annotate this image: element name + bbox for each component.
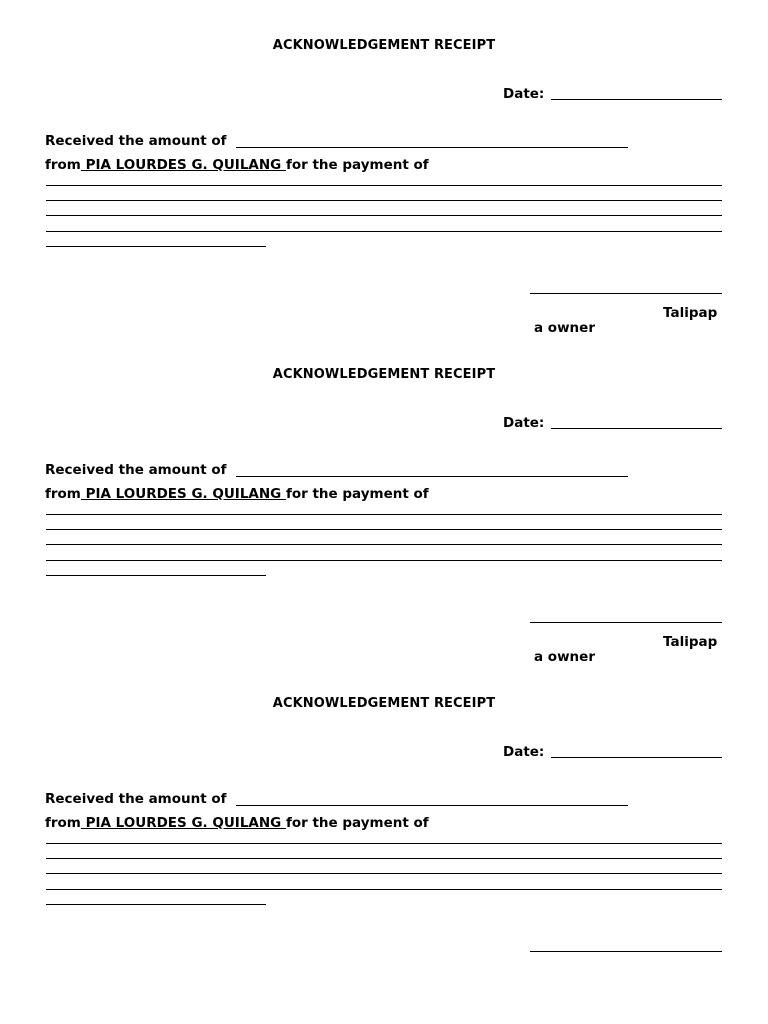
payment-blank-line[interactable]: [46, 200, 722, 201]
signature-line[interactable]: [530, 293, 722, 294]
signatory-name-1: Talipap: [663, 634, 718, 650]
from-label: from: [45, 157, 81, 173]
date-label: Date:: [503, 86, 545, 102]
amount-blank-line[interactable]: [236, 805, 628, 806]
receipt-title: ACKNOWLEDGEMENT RECEIPT: [272, 38, 496, 53]
date-blank-line[interactable]: [551, 757, 722, 758]
payer-name: PIA LOURDES G. QUILANG: [80, 486, 286, 502]
from-line: [45, 815, 429, 831]
payment-blank-line[interactable]: [46, 529, 722, 530]
payment-label: for the payment of: [285, 157, 429, 173]
signature-line[interactable]: [530, 622, 722, 623]
payment-blank-line[interactable]: [46, 858, 722, 859]
payment-blank-line[interactable]: [46, 873, 722, 874]
amount-blank-line[interactable]: [236, 147, 628, 148]
receipt-3: [0, 658, 768, 1024]
payment-blank-line[interactable]: [46, 231, 722, 232]
payment-blank-line[interactable]: [46, 904, 266, 905]
signature-line[interactable]: [530, 951, 722, 952]
receipt-2: [0, 329, 768, 665]
payment-blank-line[interactable]: [46, 185, 722, 186]
receipt-title: ACKNOWLEDGEMENT RECEIPT: [272, 696, 496, 711]
payment-blank-line[interactable]: [46, 246, 266, 247]
from-label: from: [45, 486, 81, 502]
payment-blank-line[interactable]: [46, 544, 722, 545]
amount-label: Received the amount of: [45, 462, 227, 478]
date-blank-line[interactable]: [551, 428, 722, 429]
date-blank-line[interactable]: [551, 99, 722, 100]
date-label: Date:: [503, 744, 545, 760]
amount-blank-line[interactable]: [236, 476, 628, 477]
from-label: from: [45, 815, 81, 831]
payment-blank-line[interactable]: [46, 575, 266, 576]
payment-blank-line[interactable]: [46, 889, 722, 890]
signatory-name-2: a owner: [534, 649, 595, 665]
signatory-name-1: Talipap: [663, 305, 718, 321]
receipt-title: ACKNOWLEDGEMENT RECEIPT: [272, 367, 496, 382]
payment-label: for the payment of: [285, 486, 429, 502]
payment-label: for the payment of: [285, 815, 429, 831]
payment-blank-line[interactable]: [46, 514, 722, 515]
payment-blank-line[interactable]: [46, 843, 722, 844]
receipt-1: [0, 0, 768, 336]
from-line: [45, 486, 429, 502]
payment-blank-line[interactable]: [46, 215, 722, 216]
payer-name: PIA LOURDES G. QUILANG: [80, 815, 286, 831]
date-label: Date:: [503, 415, 545, 431]
from-line: [45, 157, 429, 173]
amount-label: Received the amount of: [45, 133, 227, 149]
signatory-name-2: a owner: [534, 320, 595, 336]
payment-blank-line[interactable]: [46, 560, 722, 561]
payer-name: PIA LOURDES G. QUILANG: [80, 157, 286, 173]
amount-label: Received the amount of: [45, 791, 227, 807]
